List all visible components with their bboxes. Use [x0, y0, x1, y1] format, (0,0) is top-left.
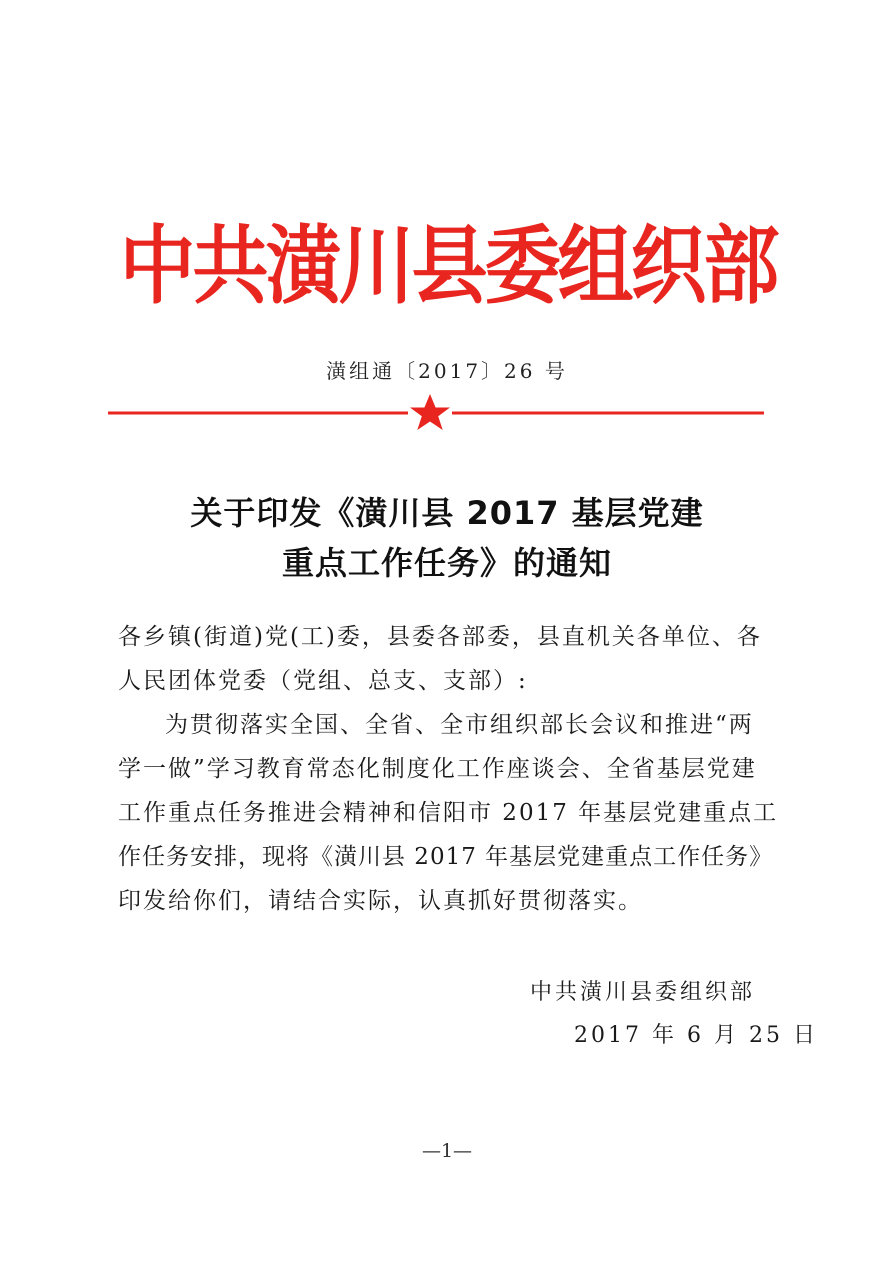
- body-line: 工作重点任务推进会精神和信阳市 2017 年基层党建重点工: [118, 800, 779, 826]
- signature-organization: 中共潢川县委组织部: [530, 980, 756, 1005]
- body-line: 人民团体党委（党组、总支、支部）:: [118, 668, 528, 694]
- star-icon: [410, 394, 450, 430]
- body-line: 为贯彻落实全国、全省、全市组织部长会议和推进“两: [165, 712, 754, 738]
- signature-date: 2017 年 6 月 25 日: [574, 1023, 818, 1048]
- body-line: 印发给你们，请结合实际，认真抓好贯彻落实。: [118, 888, 643, 914]
- masthead-title: 中共潢川县委组织部: [119, 216, 777, 316]
- notice-title-line-2: 重点工作任务》的通知: [281, 544, 612, 582]
- page-number: —1—: [421, 1140, 473, 1162]
- document-number: 潢组通〔2017〕26 号: [326, 359, 568, 383]
- red-divider: [108, 392, 764, 432]
- body-line: 各乡镇(街道)党(工)委，县委各部委，县直机关各单位、各: [118, 624, 762, 650]
- body-line: 作任务安排，现将《潢川县 2017 年基层党建重点工作任务》: [118, 844, 774, 870]
- body-line: 学一做”学习教育常态化制度化工作座谈会、全省基层党建: [118, 756, 757, 782]
- notice-title-line-1: 关于印发《潢川县 2017 基层党建: [190, 494, 704, 532]
